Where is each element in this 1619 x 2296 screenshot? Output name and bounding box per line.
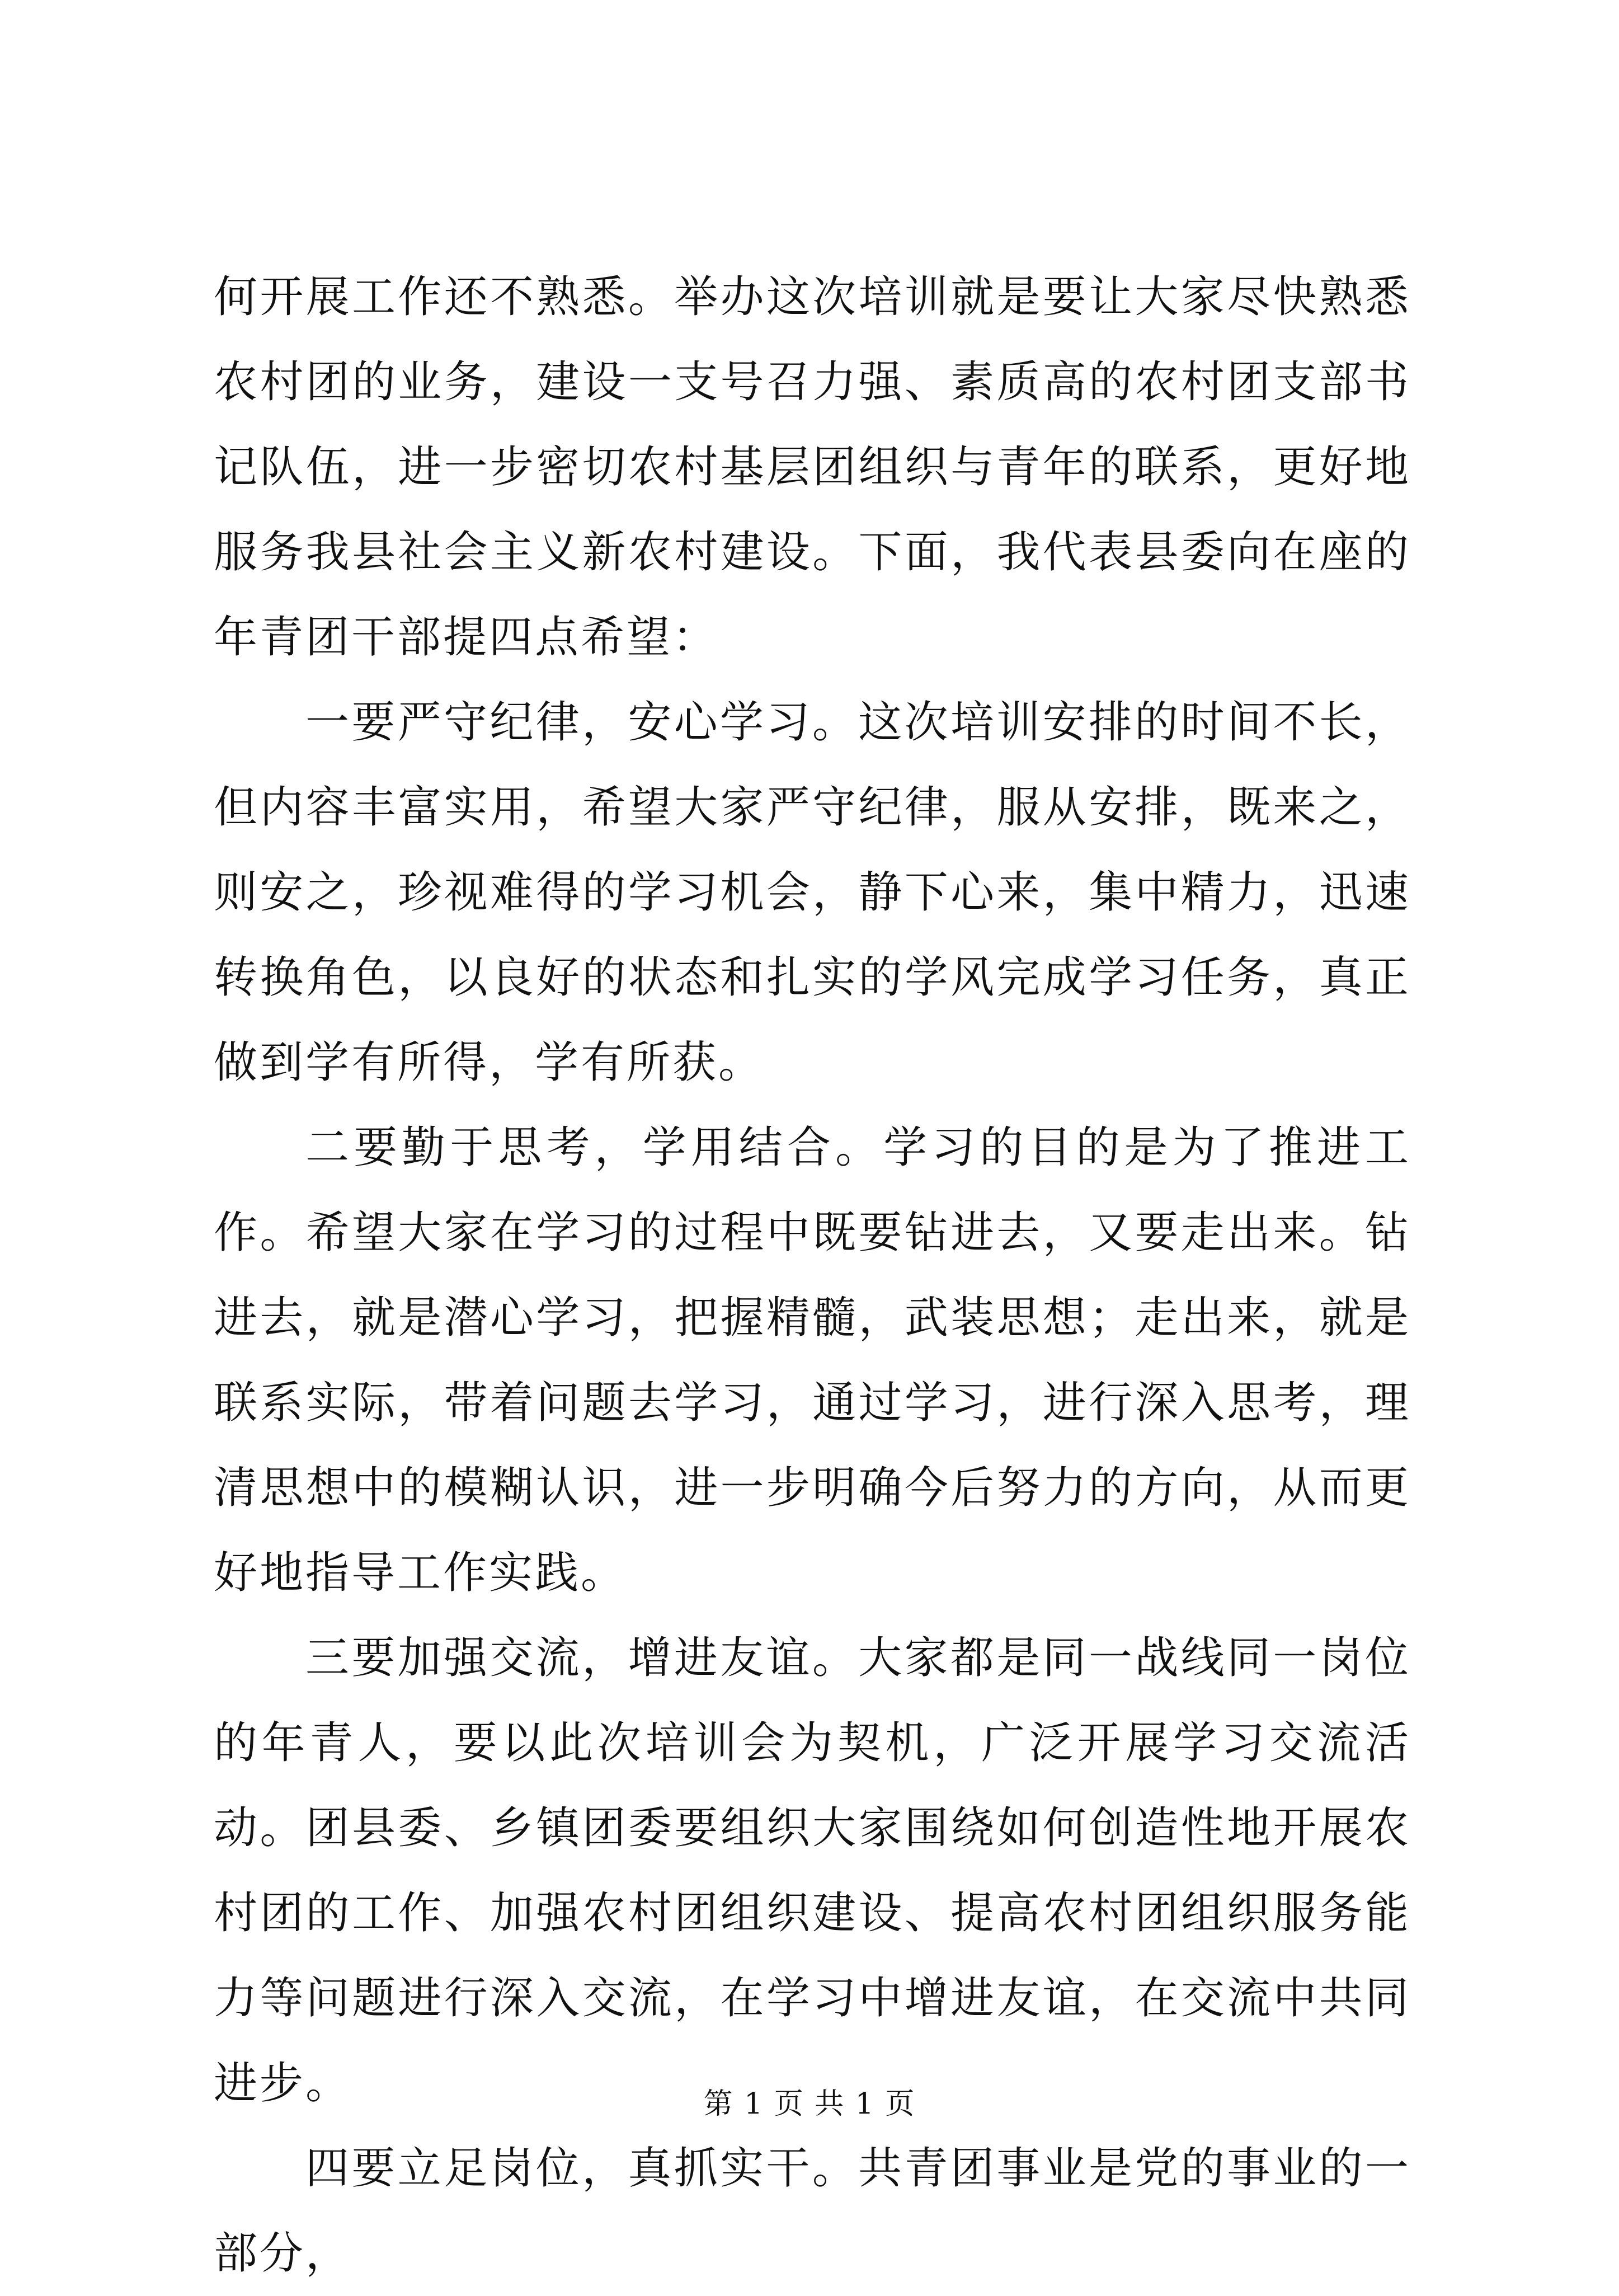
paragraph-point-four: 四要立足岗位，真抓实干。共青团事业是党的事业的一部分， xyxy=(214,2143,1411,2279)
page-number-label: 第 1 页 共 1 页 xyxy=(703,2087,916,2121)
document-body xyxy=(214,255,1411,2296)
paragraph-point-three: 三要加强交流，增进友谊。大家都是同一战线同一岗位的年青人，要以此次培训会为契机，广泛开展学习交流活动。团县委、乡镇团委要组织大家围绕如何创造性地开展农村团的工作、加强农村团组织建设、提高农村团组织服务能力等问题进行深入交流，在学习中增进友谊，在交流中共同进步。 xyxy=(214,1633,1411,2109)
paragraph-point-two: 二要勤于思考，学用结合。学习的目的是为了推进工作。希望大家在学习的过程中既要钻进去，又要走出来。钻进去，就是潜心学习，把握精髓，武装思想；走出来，就是联系实际，带着问题去学习，通过学习，进行深入思考，理清思想中的模糊认识，进一步明确今后努力的方向，从而更好地指导工作实践。 xyxy=(214,1123,1411,1598)
page-footer xyxy=(0,2084,1619,2124)
paragraph-intro: 何开展工作还不熟悉。举办这次培训就是要让大家尽快熟悉农村团的业务，建设一支号召力强、素质高的农村团支部书记队伍，进一步密切农村基层团组织与青年的联系，更好地服务我县社会主义新农村建设。下面，我代表县委向在座的年青团干部提四点希望： xyxy=(214,272,1411,663)
paragraph-point-one: 一要严守纪律，安心学习。这次培训安排的时间不长，但内容丰富实用，希望大家严守纪律，服从安排，既来之，则安之，珍视难得的学习机会，静下心来，集中精力，迅速转换角色，以良好的状态和扎实的学风完成学习任务，真正做到学有所得，学有所获。 xyxy=(214,697,1411,1088)
